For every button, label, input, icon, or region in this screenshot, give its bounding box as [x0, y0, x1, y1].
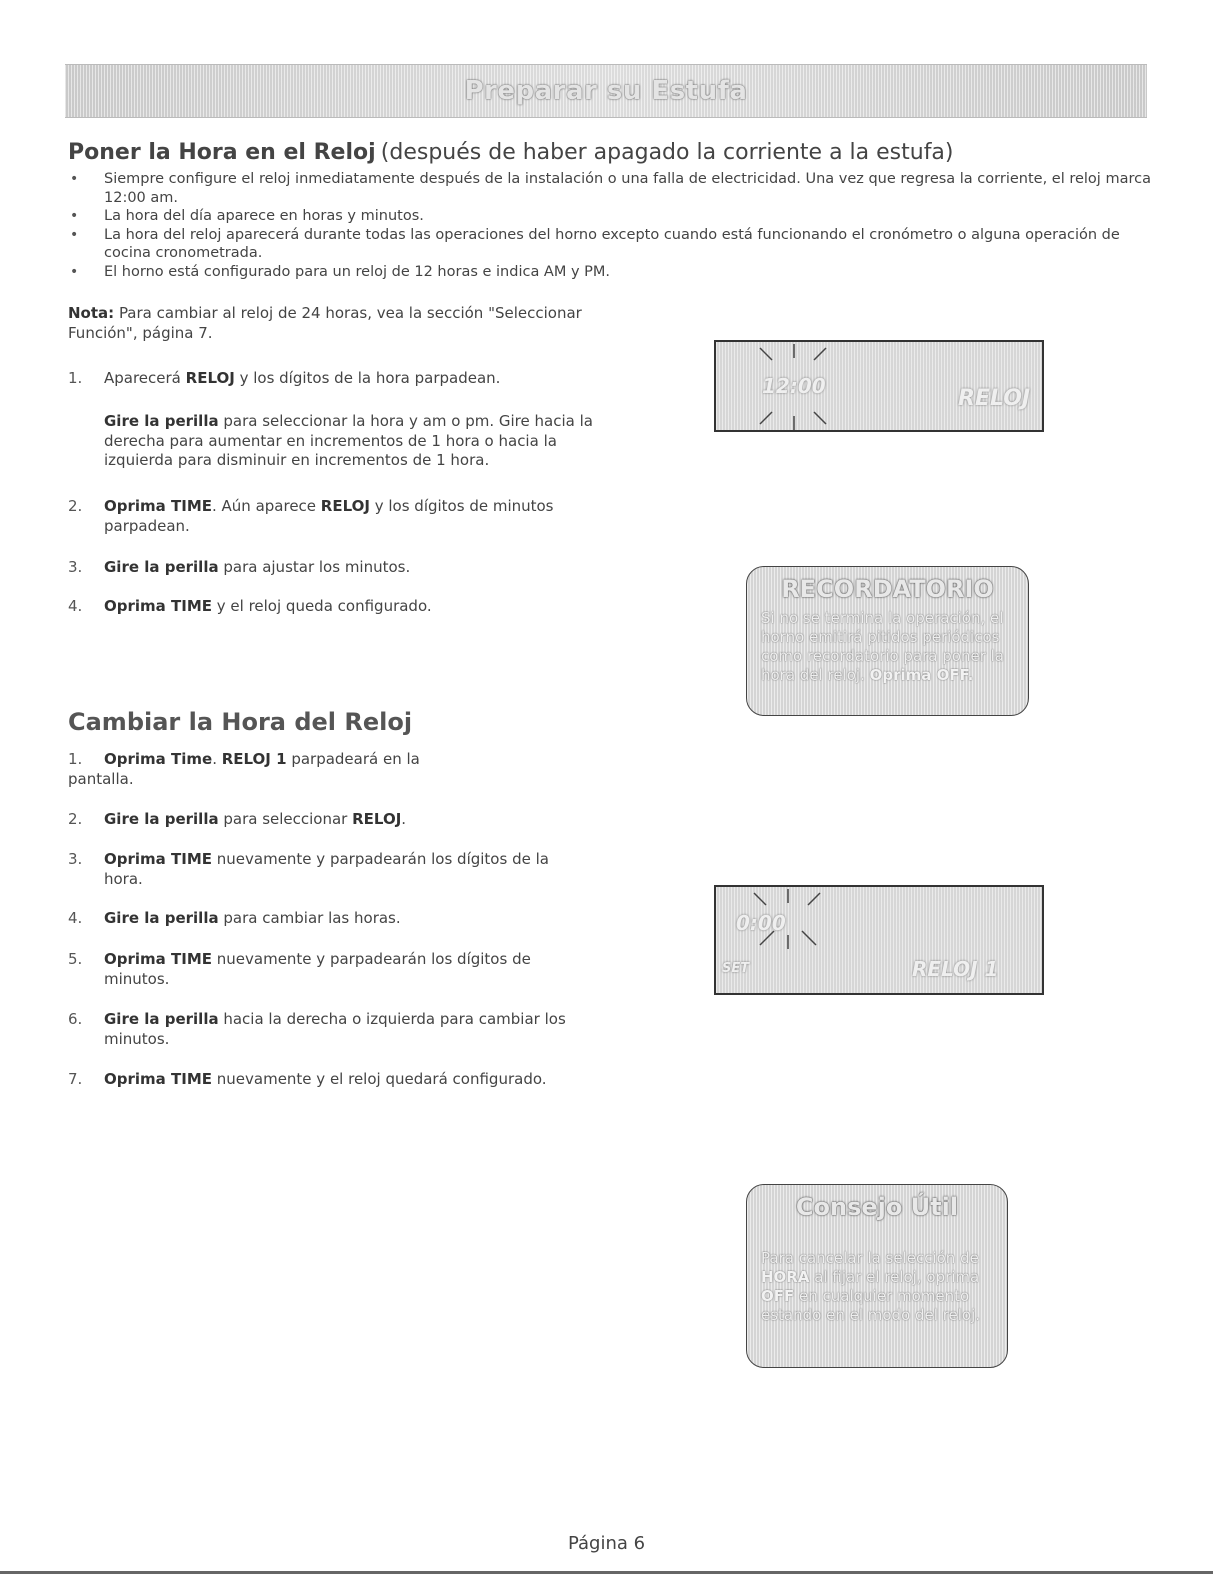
- step-bold: Oprima TIME: [104, 850, 212, 868]
- step-text: [104, 597, 604, 617]
- step-bold: Oprima TIME: [104, 497, 212, 515]
- step-bold: Oprima Time: [104, 750, 213, 768]
- step-text-post: y los dígitos de la hora parpadean.: [234, 369, 501, 387]
- heading-subtitle: (después de haber apagado la corriente a la estufa): [380, 140, 954, 165]
- reminder-body: Si no se termina la operación, el horno emitirá pitidos periódicos como recordatorio para poner la hora del reloj.: [761, 609, 1004, 684]
- step-text-post: parpadeará en la pantalla.: [68, 750, 420, 788]
- step-number: 1.: [68, 750, 83, 768]
- step-text-post: nuevamente y parpadearán los dígitos de la hora.: [104, 850, 549, 888]
- step-bold-2: RELOJ: [320, 497, 370, 515]
- step-number: 5.: [68, 950, 83, 968]
- step-detail: [104, 412, 604, 471]
- lcd-time: 12:00: [762, 374, 826, 398]
- step-text: [104, 558, 604, 578]
- step-text-post: para seleccionar la hora y am o pm. Gire hacia la derecha para aumentar en incrementos de 1 hora o hacia la izquierda para disminuir en incrementos de 1 hora.: [104, 412, 593, 469]
- step-bold: Oprima TIME: [104, 950, 212, 968]
- banner-title: Preparar su Estufa: [464, 76, 748, 106]
- step-bold: Gire la perilla: [104, 1010, 219, 1028]
- step-number: 6.: [68, 1010, 83, 1028]
- step-text: [104, 1010, 594, 1049]
- step-bold: Gire la perilla: [104, 558, 219, 576]
- tip-bold-2: OFF: [761, 1287, 795, 1305]
- step-text-pre: Aparecerá: [104, 369, 186, 387]
- step-text-mid: . Aún aparece: [212, 497, 321, 515]
- step-bold-2: RELOJ: [352, 810, 402, 828]
- step-bold: Oprima TIME: [104, 597, 212, 615]
- lcd-time: 0:00: [736, 911, 786, 935]
- step-bold: Gire la perilla: [104, 810, 219, 828]
- bullet-item: • La hora del reloj aparecerá durante todas las operaciones del horno excepto cuando está funcionando el cronómetro o alguna operación de cocina cronometrada.: [68, 226, 1153, 263]
- step-number: 4.: [68, 909, 83, 927]
- tip-text-mid: al fijar el reloj, oprima: [809, 1268, 980, 1286]
- step-text-post: y los dígitos de minutos parpadean.: [104, 497, 554, 535]
- step-number: 4.: [68, 597, 83, 615]
- step-number: 7.: [68, 1070, 83, 1088]
- lcd-mode: RELOJ: [958, 386, 1031, 411]
- tip-title: Consejo Útil: [795, 1193, 959, 1221]
- step-bold: Gire la perilla: [104, 412, 219, 430]
- note-label: Nota:: [68, 304, 115, 322]
- bullet-list: [68, 170, 1153, 281]
- clock-display-image-2: [714, 885, 1044, 995]
- section-heading-2: Cambiar la Hora del Reloj: [68, 708, 413, 736]
- step-text-post: nuevamente y parpadearán los dígitos de minutos.: [104, 950, 531, 988]
- tip-bold-1: HORA: [761, 1268, 810, 1286]
- step-text-post: hacia la derecha o izquierda para cambiar los minutos.: [104, 1010, 566, 1048]
- bullet-item: • El horno está configurado para un reloj de 12 horas e indica AM y PM.: [68, 263, 1153, 282]
- reminder-bold: Oprima OFF.: [869, 666, 974, 684]
- step-number: 2.: [68, 497, 83, 515]
- reminder-title: RECORDATORIO: [781, 575, 994, 603]
- step-text: [104, 810, 584, 830]
- step-number: 2.: [68, 810, 83, 828]
- step-text: [104, 850, 584, 889]
- bullet-item: • La hora del día aparece en horas y minutos.: [68, 207, 1153, 226]
- step-text-mid: .: [212, 750, 222, 768]
- step-text: [104, 909, 584, 929]
- lcd-mode: RELOJ 1: [912, 957, 999, 981]
- tip-text-post: en cualquier momento estando en el modo del reloj.: [761, 1287, 981, 1324]
- page-number: Página 6: [567, 1533, 646, 1554]
- step-number: 3.: [68, 558, 83, 576]
- reminder-text: [747, 609, 1028, 685]
- step-bold: Oprima TIME: [104, 1070, 212, 1088]
- section-banner: [65, 64, 1147, 118]
- step-bold: RELOJ: [185, 369, 235, 387]
- tip-text: [747, 1249, 1007, 1325]
- step-text: [68, 750, 468, 789]
- step-number: 1.: [68, 369, 83, 387]
- tip-callout: [746, 1184, 1008, 1368]
- note-text: Para cambiar al reloj de 24 horas, vea la sección "Seleccionar Función", página 7.: [68, 304, 582, 342]
- step-number: 3.: [68, 850, 83, 868]
- step-text: [104, 369, 604, 389]
- step-text: [104, 950, 574, 989]
- step-text-post: para ajustar los minutos.: [218, 558, 411, 576]
- bottom-divider: [0, 1571, 1213, 1574]
- step-text: [104, 1070, 604, 1090]
- heading-bold: Poner la Hora en el Reloj: [68, 140, 376, 165]
- tip-text-pre: Para cancelar la selección de: [761, 1249, 979, 1267]
- step-text-post: para cambiar las horas.: [218, 909, 401, 927]
- lcd-set-label: SET: [722, 961, 750, 976]
- step-bold: Gire la perilla: [104, 909, 219, 927]
- bullet-item: • Siempre configure el reloj inmediatamente después de la instalación o una falla de electricidad. Una vez que regresa la corriente, el reloj marca 12:00 am.: [68, 170, 1153, 207]
- step-text: [104, 497, 604, 536]
- step-text-post: nuevamente y el reloj quedará configurado.: [212, 1070, 547, 1088]
- step-text-post: .: [401, 810, 407, 828]
- step-text-mid: para seleccionar: [218, 810, 353, 828]
- note-paragraph: [68, 304, 608, 343]
- clock-display-image: [714, 340, 1044, 432]
- step-text-post: y el reloj queda configurado.: [212, 597, 432, 615]
- step-bold-2: RELOJ 1: [221, 750, 287, 768]
- section-heading: [68, 140, 954, 165]
- reminder-callout: [746, 566, 1029, 716]
